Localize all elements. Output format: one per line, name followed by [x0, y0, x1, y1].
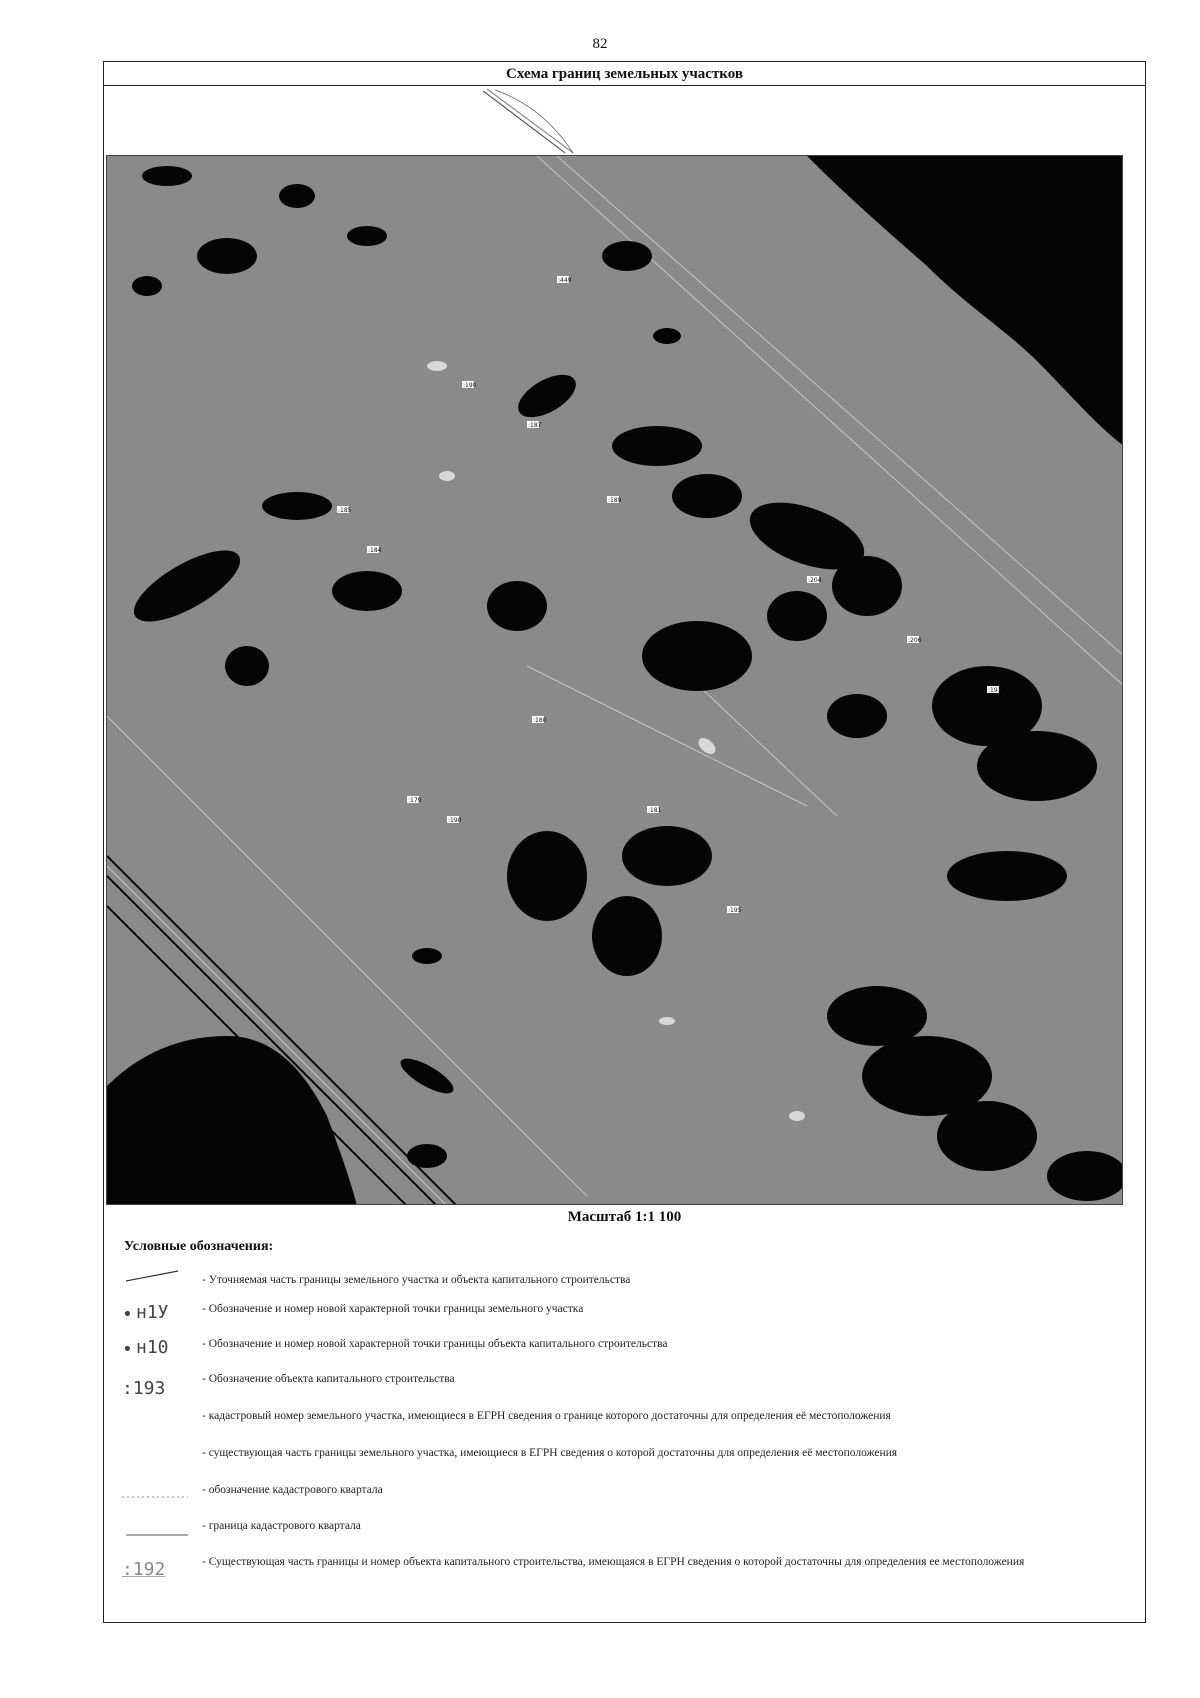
point-marker-icon: • [122, 1304, 133, 1325]
aerial-map[interactable] [106, 155, 1123, 1205]
legend-text: - Существующая часть границы и номер объекта капитального строительства, имеющаяся в ЕГРН сведения о которой достаточны для определения ее местоположения [202, 1556, 1025, 1568]
svg-text::184: :184 [368, 547, 382, 554]
legend-title: Условные обозначения: [124, 1239, 274, 1254]
quarter-dotted-icon [118, 1483, 198, 1511]
quarter-boundary-icon [118, 1519, 198, 1547]
legend-text: - кадастровый номер земельного участка, имеющиеся в ЕГРН сведения о границе которого достаточны для определения её местоположения [202, 1410, 891, 1422]
legend-symbol: :192 [122, 1559, 166, 1580]
legend-text: - существующая часть границы земельного участка, имеющиеся в ЕГРН сведения о которой достаточны для определения её местоположения [202, 1447, 898, 1459]
legend-symbol: н10 [136, 1337, 169, 1358]
legend-text: - Обозначение и номер новой характерной точки границы земельного участка [202, 1303, 584, 1315]
legend-symbol: н1У [136, 1302, 169, 1323]
legend-symbol: :193 [122, 1378, 166, 1399]
svg-text::204: :204 [808, 577, 822, 584]
map-scale: Масштаб 1:1 100 [567, 1209, 682, 1225]
svg-text::190: :190 [463, 382, 477, 389]
legend-text: - Уточняемая часть границы земельного участка и объекта капитального строительства [202, 1274, 631, 1286]
svg-text::179: :179 [408, 797, 422, 804]
svg-text::193: :193 [988, 687, 1002, 694]
svg-text::187: :187 [528, 422, 542, 429]
map-road-line-top [104, 87, 1145, 157]
point-marker-icon: • [122, 1339, 133, 1360]
svg-text::449: :449 [558, 277, 572, 284]
svg-text::181: :181 [648, 807, 662, 814]
svg-text::206: :206 [908, 637, 922, 644]
svg-text::180: :180 [533, 717, 547, 724]
svg-text::185: :185 [338, 507, 352, 514]
legend-text: - обозначение кадастрового квартала [202, 1484, 383, 1496]
line-sample-icon [118, 1267, 198, 1295]
svg-text::195: :195 [728, 907, 742, 914]
legend-text: - Обозначение объекта капитального строительства [202, 1373, 455, 1385]
scheme-sheet [103, 61, 1146, 1623]
legend-text: - граница кадастрового квартала [202, 1520, 361, 1532]
sheet-title: Схема границ земельных участков [104, 62, 1145, 86]
legend-text: - Обозначение и номер новой характерной точки границы объекта капитального строительства [202, 1338, 668, 1350]
svg-text::190: :190 [448, 817, 462, 824]
svg-text::189: :189 [608, 497, 622, 504]
page-number: 82 [592, 36, 608, 52]
aerial-map-image [107, 156, 1123, 1205]
